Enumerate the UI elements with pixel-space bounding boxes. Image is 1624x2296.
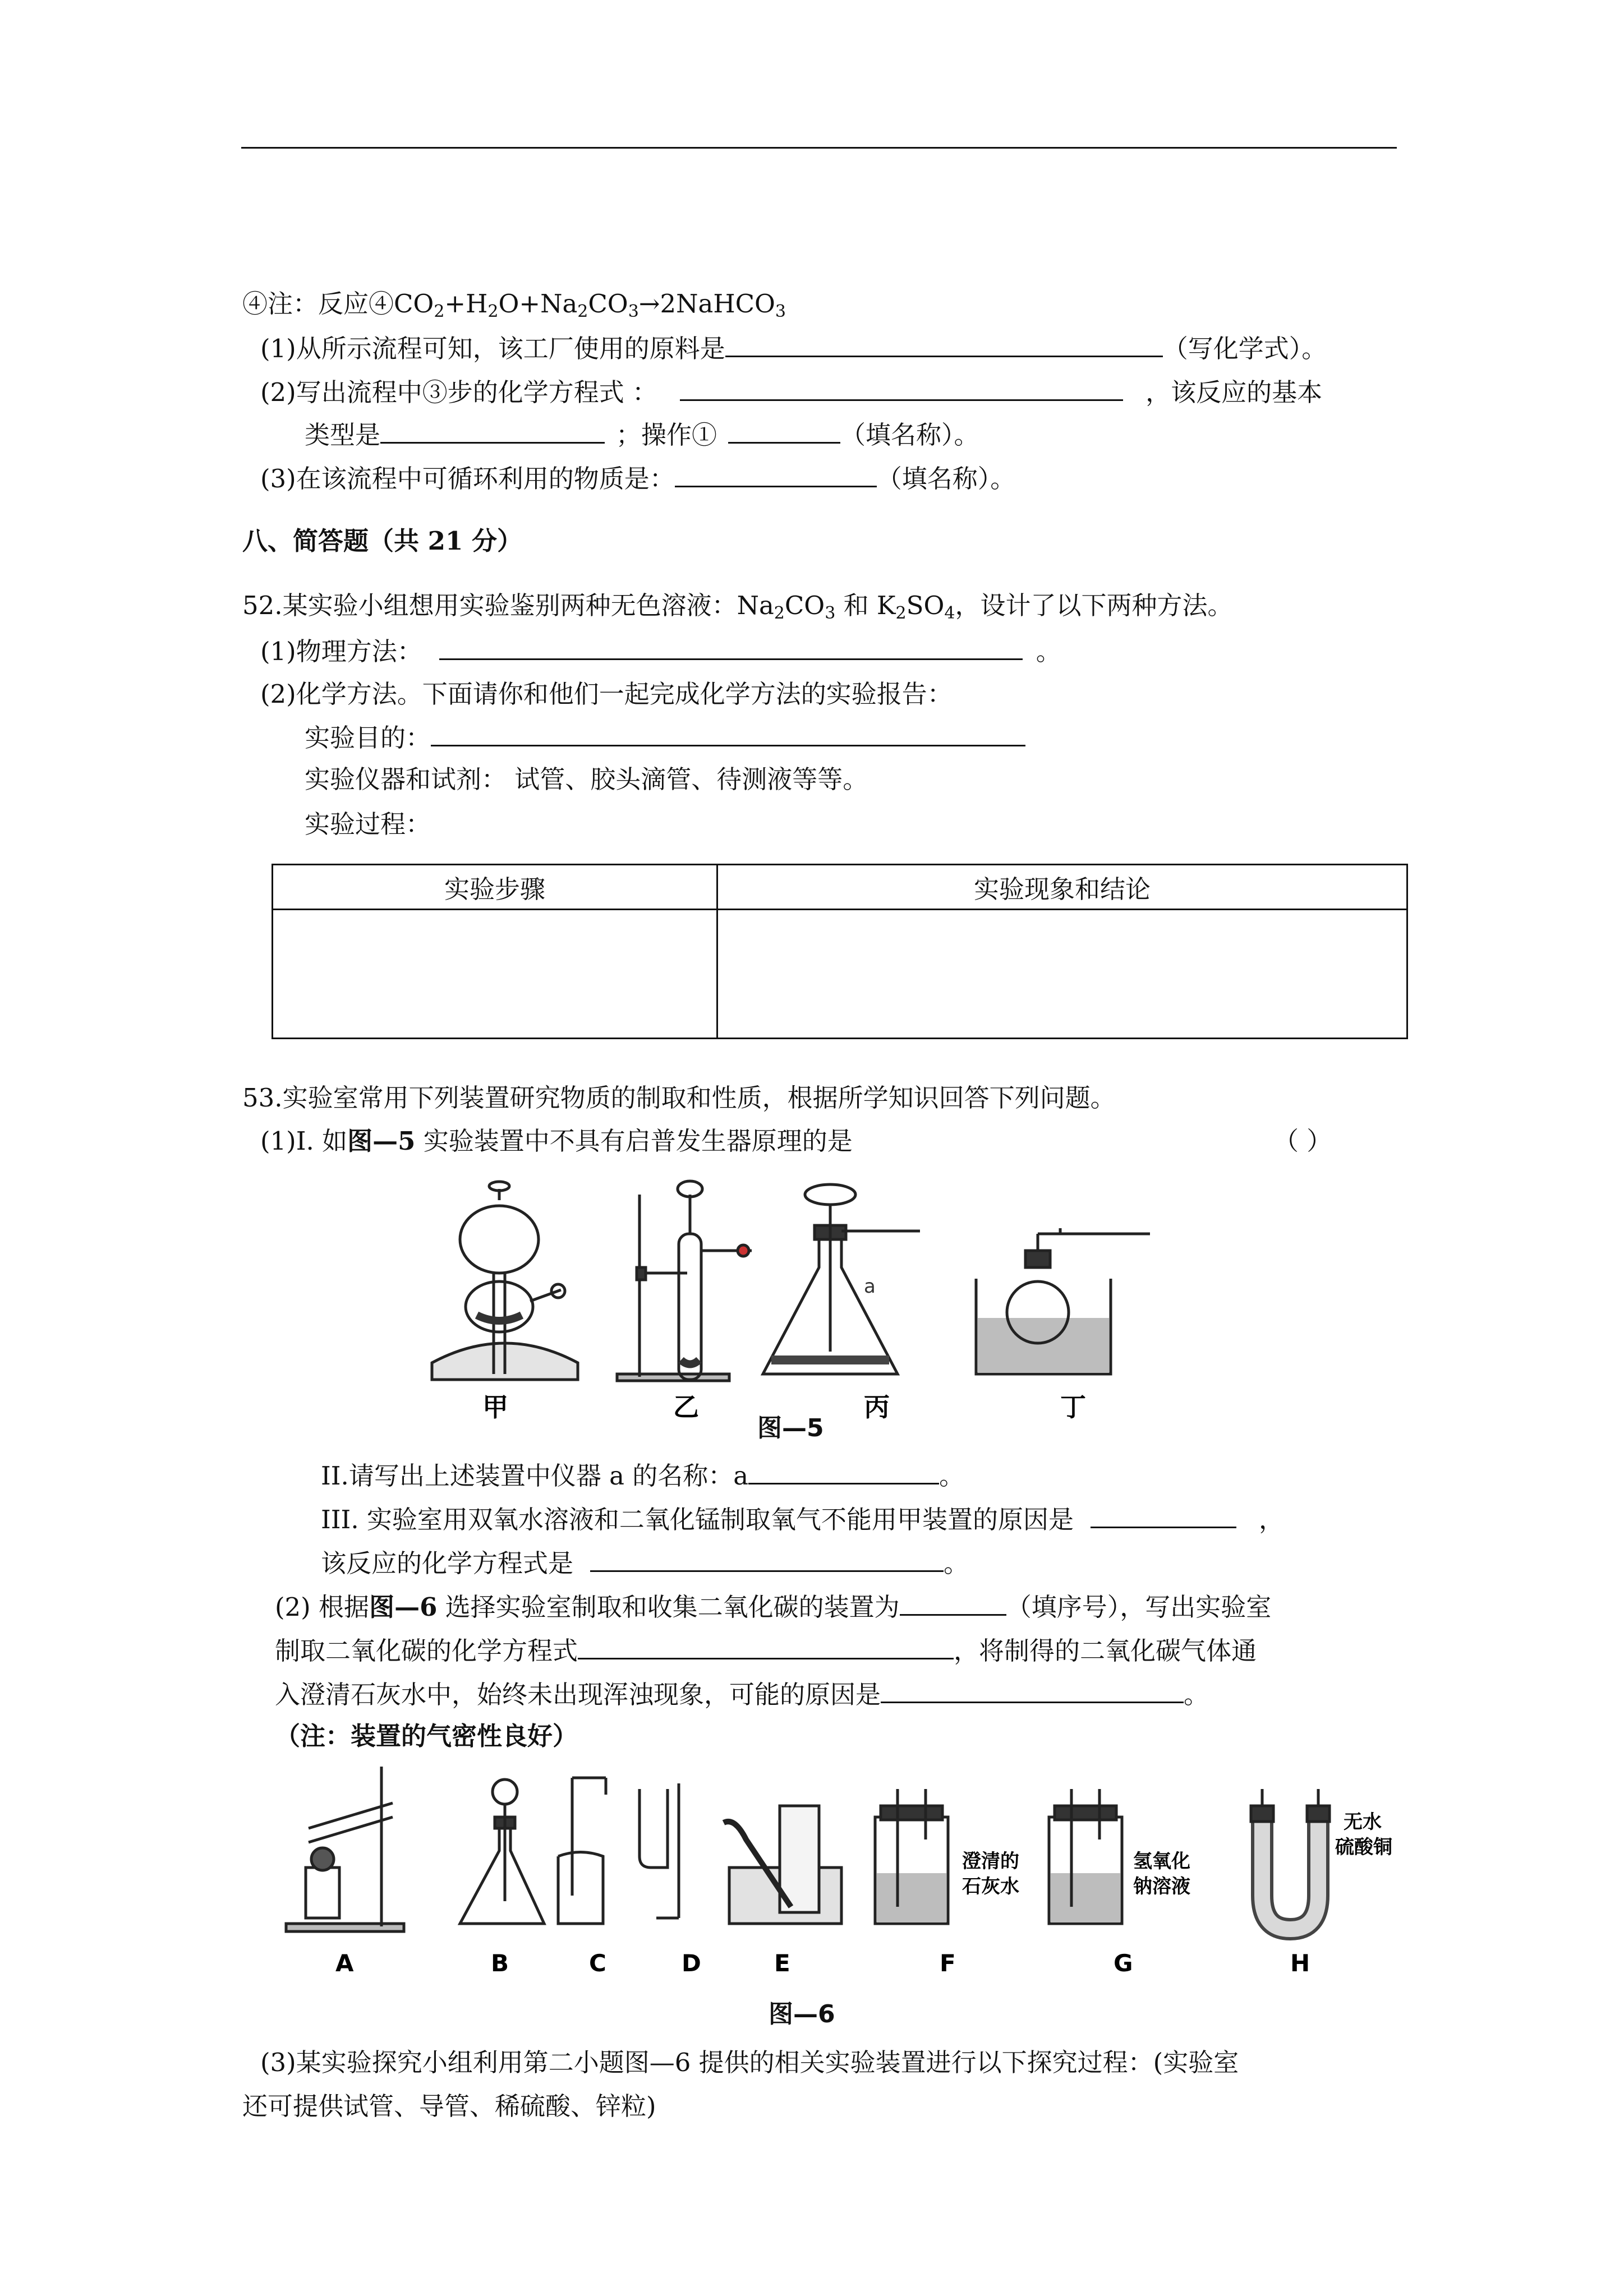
reaction-note: ④注：反应$④CO_2+H_2O+Na_2CO_3\to 2NaHCO_3$ bbox=[242, 289, 786, 321]
fig6-label-A: A bbox=[335, 1949, 354, 1977]
q53-part1-paren[interactable]: （ ） bbox=[1273, 1126, 1332, 1156]
apparatus-ding bbox=[976, 1228, 1150, 1374]
experiment-report-table bbox=[272, 864, 1408, 1039]
answer-blank-physical-method[interactable] bbox=[439, 634, 1023, 660]
q51-part2-line2: 类型是 ；操作① （填名称）。 bbox=[305, 417, 979, 452]
fig6-label-H: H bbox=[1290, 1949, 1310, 1977]
q53-part2: (2) 根据图—6 选择实验室制取和收集二氧化碳的装置为 （填序号），写出实验室 bbox=[275, 1589, 1271, 1624]
q52-process-label: 实验过程： bbox=[305, 809, 431, 839]
answer-blank-reaction-type[interactable] bbox=[380, 417, 605, 444]
apparatus-F bbox=[875, 1789, 948, 1924]
q53-part2-note: （注：装置的气密性良好） bbox=[275, 1721, 578, 1751]
fig5-label-yi: 乙 bbox=[673, 1392, 699, 1422]
fig6-caption: 图—6 bbox=[769, 2000, 835, 2028]
answer-blank-co2-equation[interactable] bbox=[578, 1633, 954, 1659]
table-cell-steps[interactable] bbox=[273, 910, 717, 1039]
fig6-G-label-line1: 氢氧化 bbox=[1133, 1850, 1190, 1873]
q53-stem: 53.实验室常用下列装置研究物质的制取和性质，根据所学知识回答下列问题。 bbox=[242, 1083, 1116, 1113]
q51-part3: (3)在该流程中可循环利用的物质是： （填名称）。 bbox=[260, 461, 1015, 496]
answer-blank-o2-equation[interactable] bbox=[590, 1546, 944, 1572]
figure-5 bbox=[415, 1167, 1212, 1430]
fig5-label-jia: 甲 bbox=[482, 1392, 508, 1422]
q53-part2-line3: 入澄清石灰水中，始终未出现浑浊现象，可能的原因是 。 bbox=[275, 1677, 1209, 1712]
apparatus-A bbox=[286, 1767, 404, 1931]
fig5-label-ding: 丁 bbox=[1060, 1392, 1086, 1422]
fig6-label-B: B bbox=[491, 1949, 509, 1977]
answer-blank-instrument-a[interactable] bbox=[748, 1458, 939, 1484]
q52-stem: 52.某实验小组想用实验鉴别两种无色溶液：$Na_2CO_3$ 和 $K_2SO_4$，设计了以下两种方法。 bbox=[242, 591, 1233, 623]
fig6-G-label-line2: 钠溶液 bbox=[1133, 1875, 1190, 1898]
q52-apparatus: 实验仪器和试剂： 试管、胶头滴管、待测液等等。 bbox=[305, 764, 868, 794]
answer-blank-raw-materials[interactable] bbox=[725, 331, 1163, 357]
fig6-H-label-line1: 无水 bbox=[1344, 1811, 1382, 1833]
table-cell-phenomena[interactable] bbox=[717, 910, 1407, 1039]
apparatus-H bbox=[1251, 1789, 1329, 1929]
fig6-label-D: D bbox=[682, 1949, 701, 1977]
q52-part1: (1)物理方法： 。 bbox=[260, 634, 1061, 668]
fig6-label-C: C bbox=[589, 1949, 606, 1977]
apparatus-D bbox=[640, 1783, 679, 1918]
apparatus-jia bbox=[432, 1182, 578, 1380]
fig5-a-label: a bbox=[864, 1275, 876, 1298]
apparatus-B bbox=[460, 1779, 544, 1924]
q51-part2: (2)写出流程中③步的化学方程式 ： ，该反应的基本 bbox=[260, 375, 1322, 409]
q53-iii-line2: 该反应的化学方程式是 。 bbox=[321, 1546, 969, 1580]
fig6-label-G: G bbox=[1114, 1949, 1133, 1977]
apparatus-yi bbox=[617, 1181, 752, 1381]
q53-part3-line2: 还可提供试管、导管、稀硫酸、锌粒) bbox=[242, 2091, 656, 2121]
q53-part2-line2: 制取二氧化碳的化学方程式 ，将制得的二氧化碳气体通 bbox=[275, 1633, 1257, 1668]
figure-6 bbox=[275, 1755, 1419, 1980]
answer-blank-reason[interactable] bbox=[1091, 1502, 1236, 1528]
q53-part1: (1)I. 如图—5 实验装置中不具有启普发生器原理的是 bbox=[260, 1126, 853, 1156]
table-header-steps: 实验步骤 bbox=[273, 865, 717, 910]
table-header-phenomena: 实验现象和结论 bbox=[717, 865, 1407, 910]
fig6-F-label-line2: 石灰水 bbox=[962, 1875, 1019, 1898]
fig6-label-F: F bbox=[940, 1949, 956, 1977]
q53-ii: II.请写出上述装置中仪器 a 的名称：a 。 bbox=[321, 1458, 964, 1493]
fig6-H-label-line2: 硫酸铜 bbox=[1335, 1836, 1392, 1859]
answer-blank-purpose[interactable] bbox=[431, 720, 1025, 746]
answer-blank-recyclable[interactable] bbox=[675, 461, 877, 487]
q51-part1: (1)从所示流程可知，该工厂使用的原料是 （写化学式）。 bbox=[260, 331, 1327, 366]
q53-part3-line1: (3)某实验探究小组利用第二小题图—6 提供的相关实验装置进行以下探究过程：(实验室 bbox=[260, 2048, 1239, 2077]
answer-blank-no-turbidity-reason[interactable] bbox=[881, 1677, 1184, 1703]
fig6-label-E: E bbox=[774, 1949, 790, 1977]
apparatus-E bbox=[724, 1806, 841, 1924]
section-title: 八、简答题（共 21 分） bbox=[242, 526, 522, 556]
q52-part2: (2)化学方法。下面请你和他们一起完成化学方法的实验报告： bbox=[260, 679, 953, 709]
answer-blank-device-choice[interactable] bbox=[900, 1589, 1006, 1616]
fig5-caption: 图—5 bbox=[757, 1414, 824, 1442]
apparatus-C bbox=[558, 1778, 606, 1924]
header-rule bbox=[241, 147, 1397, 149]
fig5-label-bing: 丙 bbox=[864, 1392, 890, 1422]
fig6-F-label-line1: 澄清的 bbox=[962, 1850, 1019, 1873]
q52-purpose: 实验目的： bbox=[305, 720, 1025, 755]
apparatus-bing bbox=[763, 1184, 920, 1374]
answer-blank-operation-1[interactable] bbox=[728, 417, 840, 444]
answer-blank-equation-3[interactable] bbox=[680, 375, 1123, 401]
apparatus-G bbox=[1049, 1789, 1122, 1924]
q53-iii: III. 实验室用双氧水溶液和二氧化锰制取氧气不能用甲装置的原因是 ， bbox=[321, 1502, 1284, 1537]
